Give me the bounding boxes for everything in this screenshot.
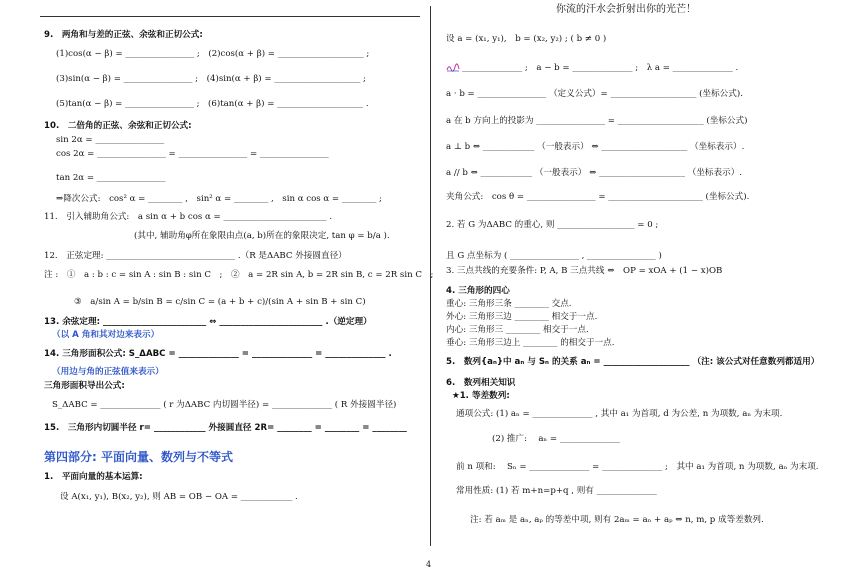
left-line-18: 三角形面积导出公式:	[44, 381, 125, 391]
right-line-1: ______________ ; a − b = ______________ ; λ a = ______________ .	[462, 63, 739, 73]
header-rule	[40, 16, 420, 17]
right-line-9: 3. 三点共线的充要条件: P, A, B 三点共线 ⇔ OP = xOA + (1 − x)OB	[446, 266, 723, 276]
left-line-20: 15. 三角形内切圆半径 r= ____________ 外接圆直径 2R= ________ = ________ = ________	[44, 423, 407, 433]
left-line-17: （用边与角的正弦值来表示）	[52, 367, 164, 377]
left-line-22: 1. 平面向量的基本运算:	[44, 472, 143, 482]
left-line-19: S_ΔABC = ______________ ( r 为ΔABC 内切圆半径) = ______________ ( R 外接圆半径)	[52, 400, 397, 410]
right-line-16: 6. 数列相关知识	[446, 378, 516, 388]
left-line-7: tan 2α = ________________	[56, 173, 166, 183]
right-line-12: 外心: 三角形三边 ________ 相交于一点.	[446, 312, 598, 322]
left-line-4: 10. 二倍角的正弦、余弦和正切公式:	[44, 121, 192, 131]
left-line-2: (3)sin(α − β) = ________________ ; (4)sin(α + β) = ____________________ ;	[56, 74, 366, 84]
right-line-15: 5. 数列{aₙ}中 aₙ 与 Sₙ 的关系 aₙ = ____________________ （注: 该公式对任意数列都适用）	[446, 357, 820, 367]
right-line-5: a // b ⇔ ____________ （一般表示） ⇔ ____________________ （坐标表示）.	[446, 168, 743, 178]
page-number: 4	[426, 560, 432, 569]
right-line-21: 常用性质: (1) 若 m+n=p+q , 则有 ______________	[456, 486, 657, 496]
right-line-20: 前 n 项和: Sₙ = ______________ = ______________ ; 其中 a₁ 为首项, n 为项数, aₙ 为末项.	[456, 462, 819, 472]
left-line-10: (其中, 辅助角φ所在象限由点(a, b)所在的象限决定, tan φ = b/a ).	[134, 231, 390, 241]
section-title: 第四部分: 平面向量、数列与不等式	[44, 450, 233, 464]
right-line-10: 4. 三角形的四心	[446, 286, 510, 296]
right-line-0: 设 a = (x₁, y₁), b = (x₂, y₂) ; ( b ≠ 0 )	[446, 34, 607, 44]
left-line-11: 12. 正弦定理: ______________________________ .（R 是ΔABC 外接圆直径）	[44, 251, 347, 261]
right-line-18: 通项公式: (1) aₙ = ______________ , 其中 a₁ 为首项, d 为公差, n 为项数, aₙ 为末项.	[456, 409, 783, 419]
left-line-13: ③ a/sin A = b/sin B = c/sin C = (a + b + c)/(sin A + sin B + sin C)	[74, 297, 366, 307]
right-line-11: 重心: 三角形三条 ________ 交点.	[446, 299, 572, 309]
left-line-3: (5)tan(α − β) = ________________ ; (6)tan(α + β) = ____________________ .	[56, 99, 369, 109]
right-line-22: 注: 若 aₘ 是 aₙ, aₚ 的等差中项, 则有 2aₘ = aₙ + aₚ ⇔ n, m, p 成等差数列.	[470, 515, 764, 525]
left-line-23: 设 A(x₁, y₁), B(x₂, y₂), 则 AB = OB − OA = ____________ .	[60, 492, 298, 502]
left-line-6: cos 2α = ________________ = ________________ = ________________	[56, 149, 329, 159]
right-line-19: (2) 推广: aₙ = ______________	[492, 434, 620, 444]
right-line-2: a · b = ________________ （定义公式）= ____________________ (坐标公式).	[446, 89, 743, 99]
left-line-14: 13. 余弦定理: ________________________ ⇔ ________________________ .（逆定理）	[44, 317, 372, 327]
left-line-0: 9. 两角和与差的正弦、余弦和正切公式:	[44, 30, 203, 40]
right-line-14: 垂心: 三角形三边上 ________ 的相交于一点.	[446, 338, 615, 348]
left-line-12: 注 : ① a : b : c = sin A : sin B : sin C ; ② a = 2R sin A, b = 2R sin B, c = 2R sin C ;	[44, 270, 434, 280]
right-line-8: 且 G 点坐标为 ( ________________ , ________________ )	[446, 251, 662, 261]
right-line-7: 2. 若 G 为ΔABC 的重心, 则 __________________ = 0 ;	[446, 220, 659, 230]
right-line-13: 内心: 三角形三 ________ 相交于一点.	[446, 325, 589, 335]
left-line-16: 14. 三角形面积公式: S_ΔABC = ______________ = ______________ = ______________ .	[44, 349, 392, 359]
right-line-4: a ⊥ b ⇔ ____________ （一般表示） ⇔ ____________________ （坐标表示）.	[446, 142, 745, 152]
left-line-9: 11. 引入辅助角公式: a sin α + b cos α = ________________________ .	[44, 212, 333, 222]
left-line-1: (1)cos(α − β) = ________________ ; (2)cos(α + β) = ____________________ ;	[56, 49, 370, 59]
left-line-15: （以 A 角和其对边来表示）	[52, 330, 160, 340]
right-line-3: a 在 b 方向上的投影为 ________________ = ____________________ (坐标公式)	[446, 116, 748, 126]
left-line-5: sin 2α = ________________	[56, 135, 165, 145]
right-line-6: 夹角公式: cos θ = ________________ = ______________________ (坐标公式).	[446, 192, 750, 202]
left-line-8: ⇒降次公式: cos² α = ________ , sin² α = ________ , sin α cos α = ________ ;	[56, 194, 382, 204]
right-line-17: ★1. 等差数列:	[452, 391, 510, 401]
scribble-mark-icon	[446, 63, 460, 72]
page-header: 你流的汗水会折射出你的光芒！	[556, 4, 696, 15]
